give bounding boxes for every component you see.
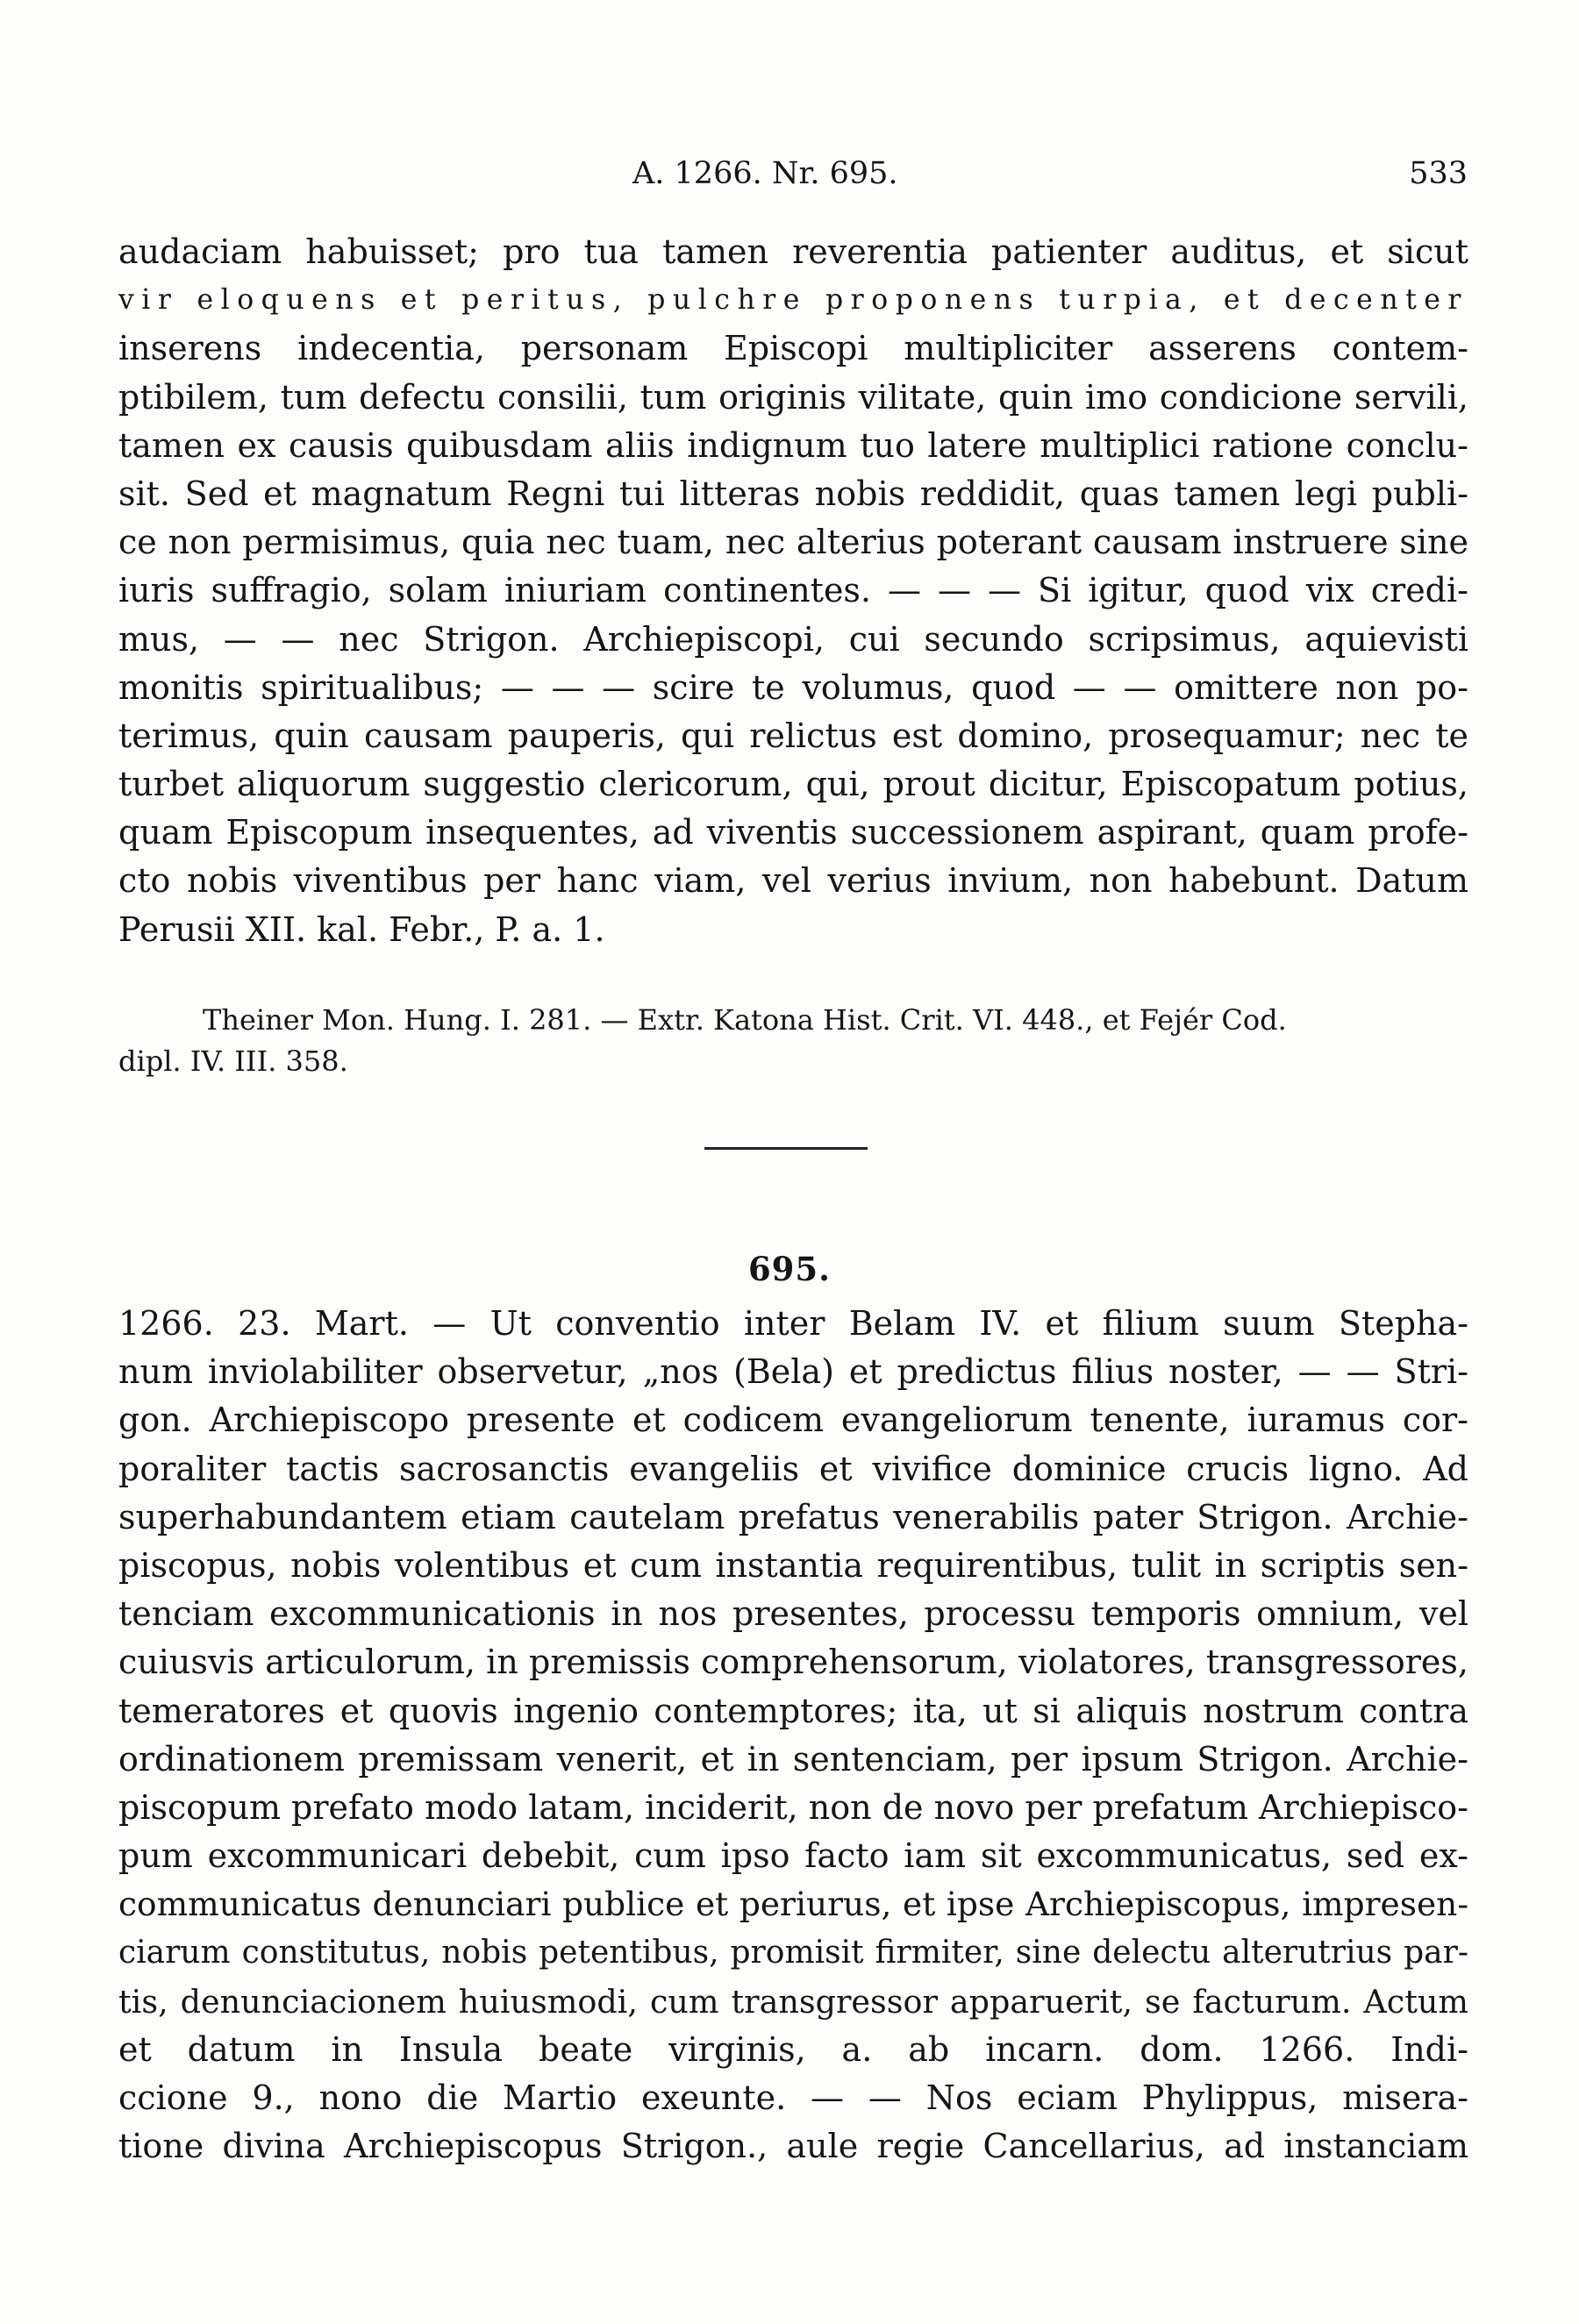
document-text — [118, 1300, 1468, 2171]
text-line: audaciam habuisset; pro tua tamen reverentia patienter auditus, et sicut — [118, 232, 1468, 271]
previous-document-text — [118, 228, 1468, 954]
text-line: ptibilem, tum defectu consilii, tum originis vilitate, quin imo condicione servili, — [118, 377, 1468, 417]
text-line: superhabundantem etiam cautelam prefatus venerabilis pater Strigon. Archie- — [118, 1497, 1468, 1536]
source-citation — [118, 1000, 1468, 1082]
text-line: tenciam excommunicationis in nos presentes, processu temporis omnium, vel — [118, 1594, 1468, 1634]
text-line: tamen ex causis quibusdam aliis indignum tuo latere multiplici ratione conclu- — [118, 425, 1468, 465]
text-line: tione divina Archiepiscopus Strigon., aule regie Cancellarius, ad instanciam — [118, 2127, 1468, 2166]
text-line: 1266. 23. Mart. — Ut conventio inter Belam IV. et filium suum Stepha- — [118, 1304, 1468, 1343]
text-line: monitis spiritualibus; — — — scire te volumus, quod — — omittere non po- — [118, 667, 1468, 707]
citation-line: dipl. IV. III. 358. — [118, 1044, 348, 1078]
text-line: temeratores et quovis ingenio contemptores; ita, ut si aliquis nostrum contra — [118, 1691, 1468, 1730]
text-line: terimus, quin causam pauperis, qui relictus est domino, prosequamur; nec te — [118, 716, 1468, 755]
text-line: cto nobis viventibus per hanc viam, vel verius invium, non habebunt. Datum — [118, 861, 1468, 901]
text-line: gon. Archiepiscopo presente et codicem evangeliorum tenente, iuramus cor- — [118, 1401, 1468, 1440]
text-line: inserens indecentia, personam Episcopi multipliciter asserens contem- — [118, 329, 1468, 368]
text-line: et datum in Insula beate virginis, a. ab incarn. dom. 1266. Indi- — [118, 2029, 1468, 2069]
text-line: mus, — — nec Strigon. Archiepiscopi, cui secundo scripsimus, aquievisti — [118, 619, 1468, 659]
text-line: pum excommunicari debebit, cum ipso facto iam sit excommunicatus, sed ex- — [118, 1836, 1468, 1876]
text-line: ccione 9., nono die Martio exeunte. — — Nos eciam Phylippus, misera- — [118, 2078, 1468, 2117]
running-head-title: A. 1266. Nr. 695. — [632, 156, 898, 191]
text-line: poraliter tactis sacrosanctis evangeliis et vivifice dominice crucis ligno. Ad — [118, 1449, 1468, 1488]
text-line: sit. Sed et magnatum Regni tui litteras nobis reddidit, quas tamen legi publi- — [118, 474, 1468, 513]
document-number: 695. — [747, 1250, 832, 1288]
text-line: turbet aliquorum suggestio clericorum, qui, prout dicitur, Episcopatum potius, — [118, 765, 1468, 804]
text-line: cuiusvis articulorum, in premissis comprehensorum, violatores, transgressores, — [118, 1643, 1468, 1682]
text-line: vir eloquens et peritus, pulchre proponens turpia, et decenter — [118, 284, 1468, 317]
citation-line: Theiner Mon. Hung. I. 281. — Extr. Katona Hist. Crit. VI. 448., et Fejér Cod. — [203, 1003, 1287, 1037]
section-divider — [704, 1147, 868, 1150]
text-line: ordinationem premissam venerit, et in sentenciam, per ipsum Strigon. Archie- — [118, 1739, 1468, 1779]
text-line: ciarum constitutus, nobis petentibus, promisit firmiter, sine delectu alterutrius par- — [118, 1935, 1468, 1971]
text-line: num inviolabiliter observetur, „nos (Bela) et predictus filius noster, — — Stri- — [118, 1352, 1468, 1392]
page-number: 533 — [1409, 156, 1468, 191]
text-line: ce non permisimus, quia nec tuam, nec alterius poterant causam instruere sine — [118, 523, 1468, 562]
text-line: communicatus denunciari publice et periurus, et ipse Archiepiscopus, impresen- — [118, 1885, 1468, 1924]
text-line: tis, denunciacionem huiusmodi, cum transgressor apparuerit, se facturum. Actum — [118, 1982, 1468, 2021]
text-line: iuris suffragio, solam iniuriam continentes. — — — Si igitur, quod vix credi- — [118, 571, 1468, 610]
text-line: piscopus, nobis volentibus et cum instantia requirentibus, tulit in scriptis sen- — [118, 1545, 1468, 1585]
text-line: piscopum prefato modo latam, inciderit, non de novo per prefatum Archiepisco- — [118, 1787, 1468, 1827]
text-line: quam Episcopum insequentes, ad viventis successionem aspirant, quam profe- — [118, 813, 1468, 852]
running-head — [175, 156, 1468, 198]
text-line: Perusii XII. kal. Febr., P. a. 1. — [118, 909, 605, 949]
